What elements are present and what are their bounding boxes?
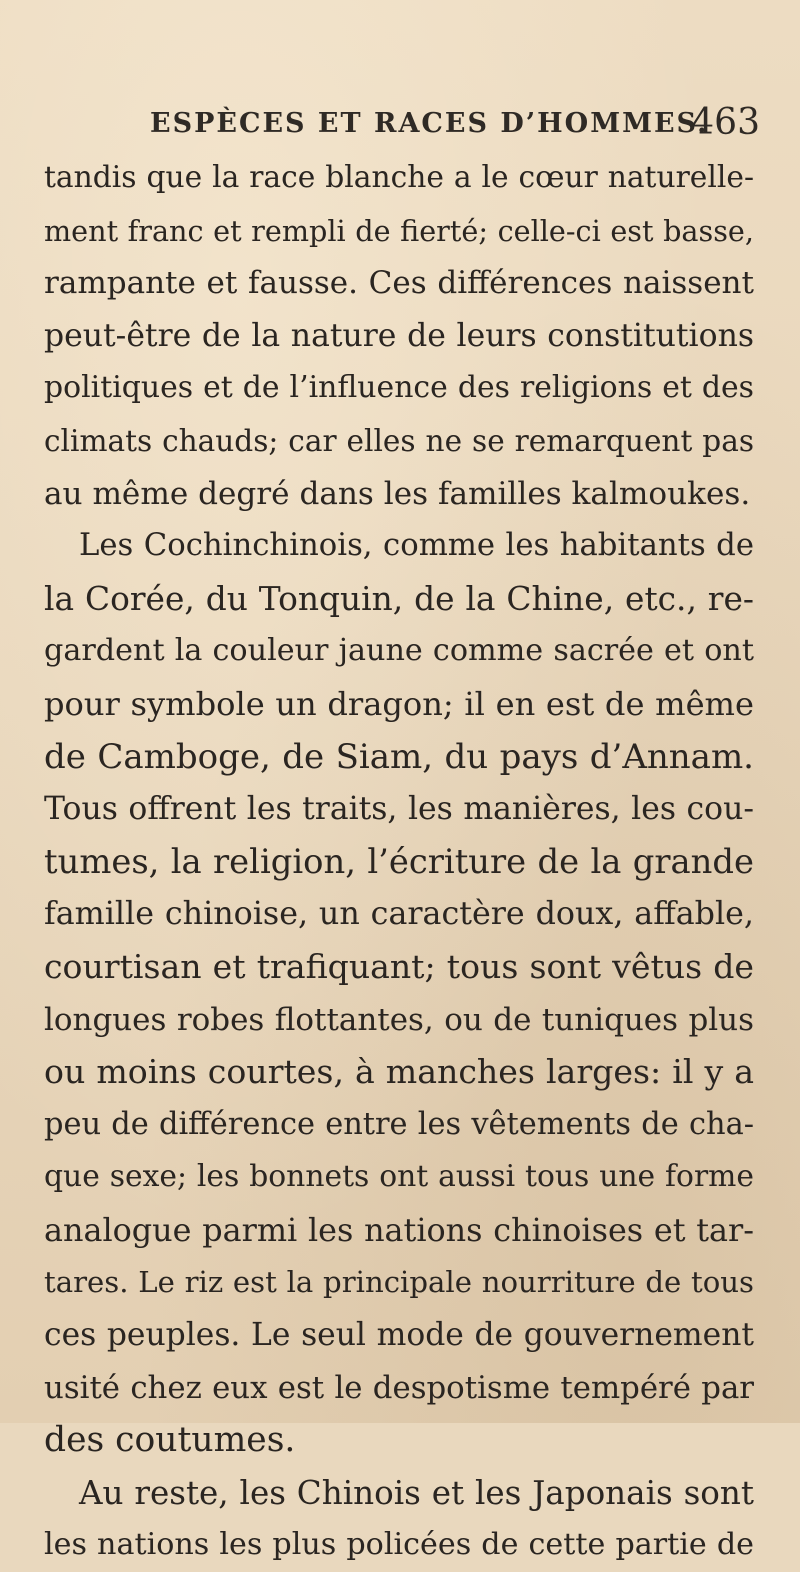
running-head: ESPÈCES ET RACES D’HOMMES.	[150, 108, 709, 139]
text-line: politiques et de l’influence des religions et des	[44, 370, 754, 406]
page-header	[150, 100, 760, 150]
text-line: tandis que la race blanche a le cœur naturelle-	[44, 160, 754, 195]
text-line: climats chauds; car elles ne se remarquent pas	[44, 423, 754, 458]
page-number: 463	[691, 102, 760, 143]
body-text	[44, 152, 754, 1572]
text-line: gardent la couleur jaune comme sacrée et ont	[44, 633, 754, 669]
text-line: de Camboge, de Siam, du pays d’Annam.	[44, 736, 754, 777]
text-line: la Corée, du Tonquin, de la Chine, etc., re-	[44, 579, 754, 618]
text-line: famille chinoise, un caractère doux, affable,	[44, 896, 754, 933]
text-line: usité chez eux est le despotisme tempéré par	[44, 1369, 754, 1406]
text-line: les nations les plus policées de cette partie de	[44, 1527, 754, 1563]
text-line: peu de différence entre les vêtements de cha-	[44, 1106, 754, 1142]
text-line: longues robes flottantes, ou de tuniques plus	[44, 1001, 754, 1038]
text-line: au même degré dans les familles kalmoukes.	[44, 475, 751, 512]
text-line: pour symbole un dragon; il en est de même	[44, 684, 754, 723]
text-line: ces peuples. Le seul mode de gouvernement	[44, 1317, 754, 1354]
text-line: ment franc et rempli de fierté; celle-ci est basse,	[44, 213, 754, 248]
text-line: que sexe; les bonnets ont aussi tous une forme	[44, 1159, 754, 1195]
text-line: Les Cochinchinois, comme les habitants de	[79, 528, 754, 564]
text-line: peut-être de la nature de leurs constitutions	[44, 317, 754, 354]
text-line: ou moins courtes, à manches larges: il y a	[44, 1052, 754, 1092]
text-line: rampante et fausse. Ces différences naissent	[44, 265, 754, 302]
text-line: analogue parmi les nations chinoises et tar-	[44, 1210, 754, 1249]
text-line: tares. Le riz est la principale nourriture de tous	[44, 1265, 754, 1300]
text-line: Au reste, les Chinois et les Japonais sont	[79, 1473, 754, 1512]
text-line: courtisan et trafiquant; tous sont vêtus de	[44, 946, 754, 986]
text-line: tumes, la religion, l’écriture de la grande	[44, 841, 754, 881]
text-line: Tous offrent les traits, les manières, les cou-	[44, 791, 754, 828]
text-line: des coutumes.	[44, 1420, 296, 1461]
